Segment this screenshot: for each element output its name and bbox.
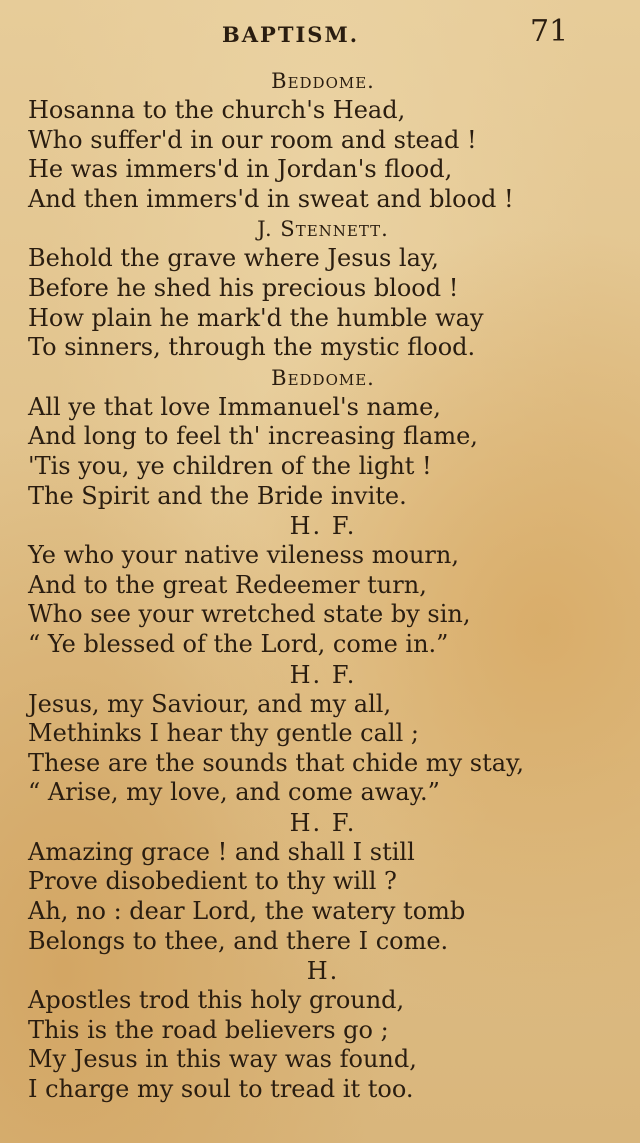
hymn-line: Methinks I hear thy gentle call ; [28,719,419,748]
hymn-line: And long to feel th' increasing flame, [28,422,478,451]
hymn-line: Behold the grave where Jesus lay, [28,244,439,273]
hymn-line: I charge my soul to tread it too. [28,1075,414,1104]
hymn-attribution: H. F. [289,660,357,689]
hymn-line: And to the great Redeemer turn, [28,570,427,599]
hymn-attribution: H. F. [289,808,357,837]
hymn-line: Hosanna to the church's Head, [28,96,406,124]
hymn-attribution: Beddome. [271,365,375,390]
hymn-line: 'Tis you, ye children of the light ! [28,451,432,480]
hymn-attribution: Beddome. [271,69,375,93]
hymn-line: Amazing grace ! and shall I still [28,837,415,866]
hymn-line: How plain he mark'd the humble way [28,303,484,332]
hymn-attribution: H. [306,957,340,986]
hymn-line: Before he shed his precious blood ! [28,273,459,302]
hymn [28,66,618,214]
hymn-line: Apostles trod this holy ground, [28,986,405,1015]
hymn-line: My Jesus in this way was found, [28,1045,417,1074]
hymn-line: All ye that love Immanuel's name, [28,392,441,421]
hymn-line: Who suffer'd in our room and stead ! [28,125,477,154]
page-header [0,14,640,54]
hymn-list [28,66,618,1105]
hymn-line: To sinners, through the mystic flood. [28,333,476,362]
hymn-line: Belongs to thee, and there I come. [28,926,449,955]
hymn-line: The Spirit and the Bride invite. [28,481,407,510]
hymn-line: This is the road believers go ; [28,1015,389,1044]
hymn-line: Who see your wretched state by sin, [28,600,471,629]
hymn [28,214,618,362]
hymn-line: And then immers'd in sweat and blood ! [28,184,514,213]
hymn-line: “ Ye blessed of the Lord, come in.” [28,629,449,658]
hymn-attribution: J. Stennett. [257,217,389,242]
hymn-attribution: H. F. [289,512,357,541]
hymn-line: “ Arise, my love, and come away.” [28,778,440,807]
hymn-line: Jesus, my Saviour, and my all, [28,689,392,718]
hymn [28,956,618,1104]
hymn [28,511,618,659]
hymn-line: Ah, no : dear Lord, the watery tomb [28,897,466,926]
hymn [28,363,618,511]
hymn-line: He was immers'd in Jordan's flood, [28,155,453,184]
hymn-line: Ye who your native vileness mourn, [28,541,459,570]
hymn [28,808,618,956]
hymn-line: These are the sounds that chide my stay, [28,748,525,777]
running-title: BAPTISM. [222,22,360,47]
hymn [28,660,618,808]
page-number: 71 [530,14,569,49]
hymn-line: Prove disobedient to thy will ? [28,867,397,896]
